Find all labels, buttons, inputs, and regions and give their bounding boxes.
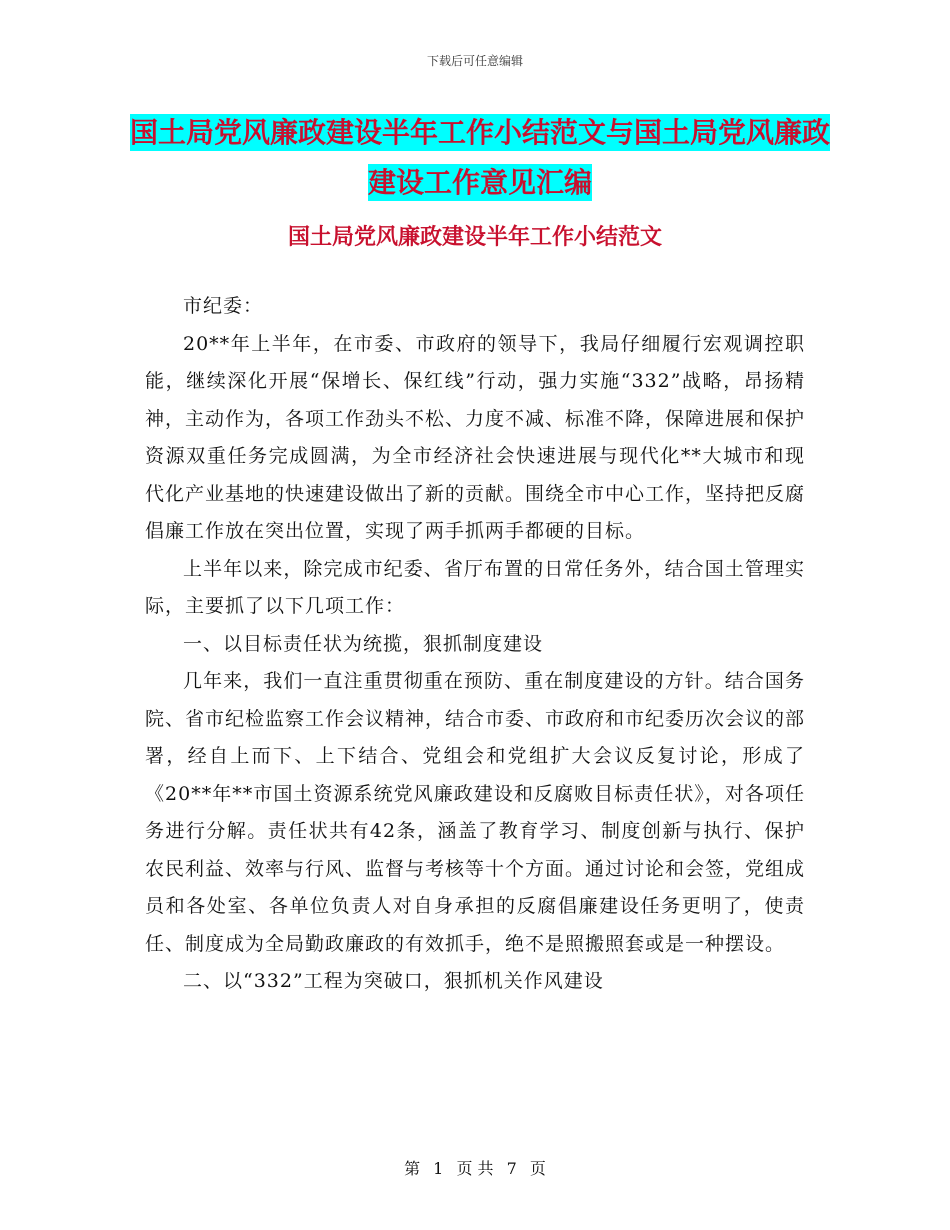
footer-middle: 页 共 (456, 1159, 494, 1178)
section-heading: 一、以目标责任状为统揽，狠抓制度建设 (183, 632, 544, 655)
footer-page-number: 1 (433, 1159, 444, 1178)
page-footer (0, 1156, 950, 1179)
section-title: 国土局党风廉政建设半年工作小结范文 (287, 224, 662, 250)
footer-total-pages: 7 (506, 1159, 517, 1178)
document-body (145, 288, 805, 1001)
paragraph: 上半年以来，除完成市纪委、省厅布置的日常任务外，结合国土管理实际，主要抓了以下几项工作： (145, 557, 805, 617)
document-title (130, 108, 830, 208)
paragraph: 20**年上半年，在市委、市政府的领导下，我局仔细履行宏观调控职能，继续深化开展“保增长、保红线”行动，强力实施“332”战略，昂扬精神，主动作为，各项工作劲头不松、力度不减、标准不降，保障进展和保护资源双重任务完成圆满，为全市经济社会快速进展与现代化**大城市和现代化产业基地的快速建设做出了新的贡献。围绕全市中心工作，坚持把反腐倡廉工作放在突出位置，实现了两手抓两手都硬的目标。 (145, 332, 806, 542)
footer-suffix: 页 (529, 1159, 546, 1178)
salutation: 市纪委： (183, 295, 264, 317)
section-heading: 二、以“332”工程为突破口，狠抓机关作风建设 (183, 970, 604, 992)
footer-prefix: 第 (404, 1159, 421, 1178)
paragraph: 几年来，我们一直注重贯彻重在预防、重在制度建设的方针。结合国务院、省市纪检监察工作会议精神，结合市委、市政府和市纪委历次会议的部署，经自上而下、上下结合、党组会和党组扩大会议反复讨论，形成了《20**年**市国土资源系统党风廉政建设和反腐败目标责任状》，对各项任务进行分解。责任状共有42条，涵盖了教育学习、制度创新与执行、保护农民利益、效率与行风、监督与考核等十个方面。通过讨论和会签，党组成员和各处室、各单位负责人对自身承担的反腐倡廉建设任务更明了，使责任、制度成为全局勤政廉政的有效抓手，绝不是照搬照套或是一种摆设。 (145, 670, 806, 955)
header-note: 下载后可任意编辑 (426, 54, 523, 68)
document-title-text: 国土局党风廉政建设半年工作小结范文与国土局党风廉政建设工作意见汇编 (130, 116, 831, 199)
